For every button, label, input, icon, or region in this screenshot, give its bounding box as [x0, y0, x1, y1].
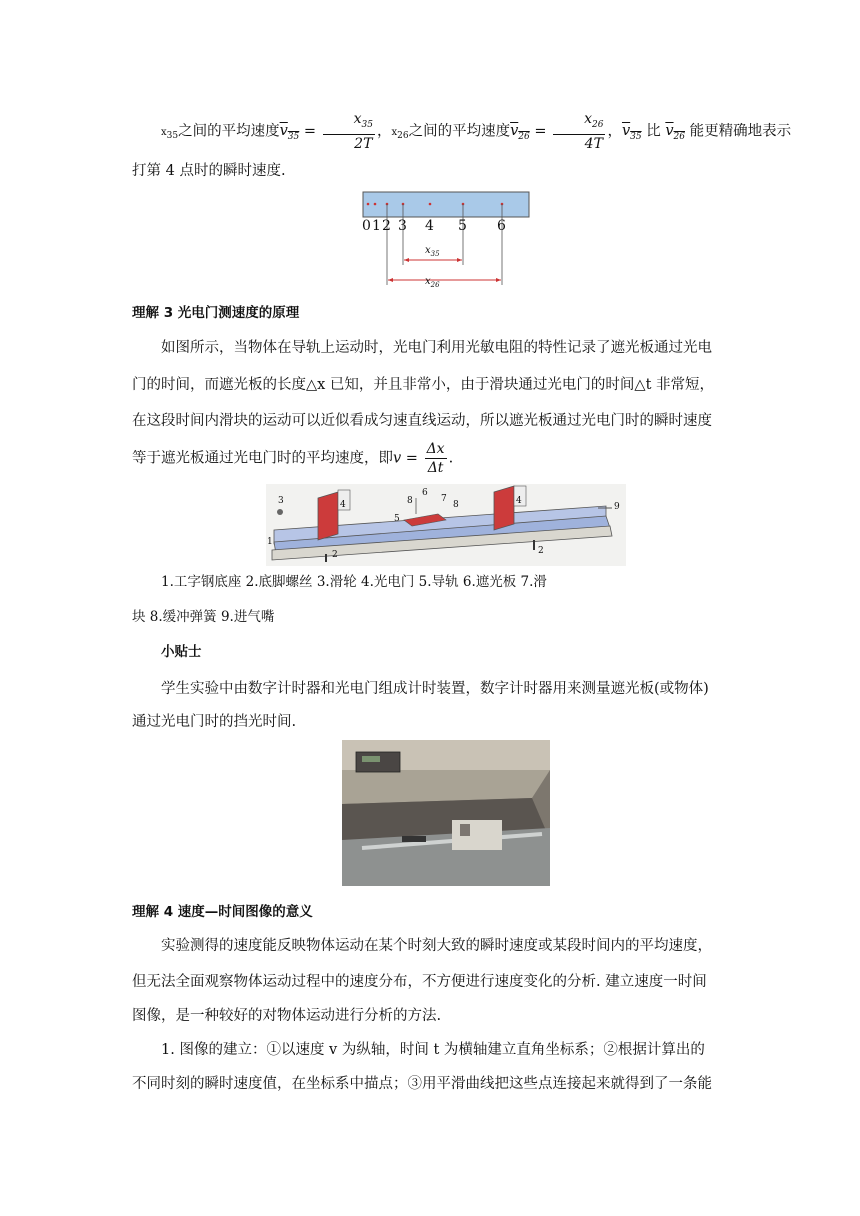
para3-line3: 在这段时间内滑块的运动可以近似看成匀速直线运动，所以遮光板通过光电门时的瞬时速度 — [132, 413, 712, 429]
tip-heading: 小贴士 — [161, 644, 202, 660]
tape-point-4: 4 — [425, 218, 434, 234]
tape-point-5: 5 — [458, 218, 467, 234]
airtrack-label-9: 9 — [614, 502, 620, 512]
v35-symbol-2: $v_{35}$ — [621, 123, 642, 143]
fraction-x35-2T: $\frac{x_{35}}{2T}$ — [323, 110, 375, 153]
airtrack-label-7: 7 — [441, 494, 447, 504]
tape-x26-label: $x_{26}$ — [425, 276, 440, 289]
avg-velocity-line-2: 打第 4 点时的瞬时速度. — [132, 163, 286, 179]
tape-point-3: 3 — [398, 218, 407, 234]
tape-point-6: 6 — [497, 218, 506, 234]
avg-velocity-line: $x_{35}$之间的平均速度$v_{35}$ = $\frac{x_{35}}{2T}$ ，$x_{26}$之间的平均速度$v_{26}$ = $\frac{x_{26}}{4T}$ ，$v_{35}$ 比 $v_{26}$ 能更精确地表示 — [161, 111, 792, 152]
tape-point-1: 1 — [372, 218, 381, 234]
legend-line2: 块 8.缓冲弹簧 9.进气嘴 — [132, 609, 275, 625]
airtrack-label-2b: 2 — [538, 546, 544, 556]
heading-understanding-3: 理解 3 光电门测速度的原理 — [132, 305, 300, 321]
avg-text-1: 之间的平均速度 — [178, 123, 280, 140]
v26-symbol: $v_{26}$ — [510, 123, 530, 143]
heading-understanding-4: 理解 4 速度—时间图像的意义 — [132, 904, 313, 920]
air-track-figure — [266, 484, 626, 566]
timer-apparatus-photo — [342, 740, 550, 886]
airtrack-label-4a: 4 — [340, 500, 346, 510]
formula-dx-dt: $\frac{\Delta x}{\Delta t}$ — [426, 441, 445, 476]
airtrack-label-5: 5 — [394, 514, 400, 524]
airtrack-label-8a: 8 — [407, 496, 413, 506]
para5-line1: 1. 图像的建立：①以速度 v 为纵轴，时间 t 为横轴建立直角坐标系；②根据计算出的 — [161, 1042, 705, 1058]
legend-line1: 1.工字钢底座 2.底脚螺丝 3.滑轮 4.光电门 5.导轨 6.遮光板 7.滑 — [161, 574, 547, 590]
airtrack-label-8b: 8 — [453, 500, 459, 510]
para3-line2: 门的时间，而遮光板的长度△x 已知，并且非常小，由于滑块通过光电门的时间△t 非常短， — [132, 377, 715, 393]
para4-line2: 但无法全面观察物体运动过程中的速度分布，不方便进行速度变化的分析. 建立速度一时间 — [132, 974, 707, 990]
airtrack-label-2a: 2 — [332, 550, 338, 560]
para4-line1: 实验测得的速度能反映物体运动在某个时刻大致的瞬时速度或某段时间内的平均速度， — [161, 938, 712, 954]
airtrack-label-6: 6 — [422, 488, 428, 498]
tip-line1: 学生实验中由数字计时器和光电门组成计时装置，数字计时器用来测量遮光板(或物体) — [161, 681, 709, 697]
timer-photo-drawing — [342, 740, 550, 886]
airtrack-label-3: 3 — [278, 496, 284, 506]
ticker-tape-figure — [362, 190, 532, 290]
avg-text-2: 之间的平均速度 — [408, 123, 511, 140]
para5-line2: 不同时刻的瞬时速度值，在坐标系中描点；③用平滑曲线把这些点连接起来就得到了一条能 — [132, 1076, 712, 1092]
fraction-x26-4T: $\frac{x_{26}}{4T}$ — [553, 110, 605, 153]
tip-line2: 通过光电门时的挡光时间. — [132, 714, 297, 730]
airtrack-label-1: 1 — [267, 537, 273, 547]
para3-line1: 如图所示，当物体在导轨上运动时，光电门利用光敏电阻的特性记录了遮光板通过光电 — [161, 340, 712, 356]
x26-label: $x_{26}$ — [391, 127, 409, 142]
ticker-tape-diagram — [362, 190, 532, 290]
x35-label: $x_{35}$ — [161, 127, 179, 142]
v35-symbol: $v_{35}$ — [279, 123, 300, 143]
tape-x35-label: $x_{35}$ — [425, 245, 440, 258]
tape-point-2: 2 — [382, 218, 391, 234]
airtrack-label-4b: 4 — [516, 496, 522, 506]
para3-line4: 等于遮光板通过光电门时的平均速度，即v = $\frac{\Delta x}{\Delta t}$ . — [132, 441, 454, 476]
para4-line3: 图像，是一种较好的对物体运动进行分析的方法. — [132, 1008, 442, 1024]
v26-symbol-2: $v_{26}$ — [665, 123, 685, 143]
tape-point-0: 0 — [362, 218, 371, 234]
